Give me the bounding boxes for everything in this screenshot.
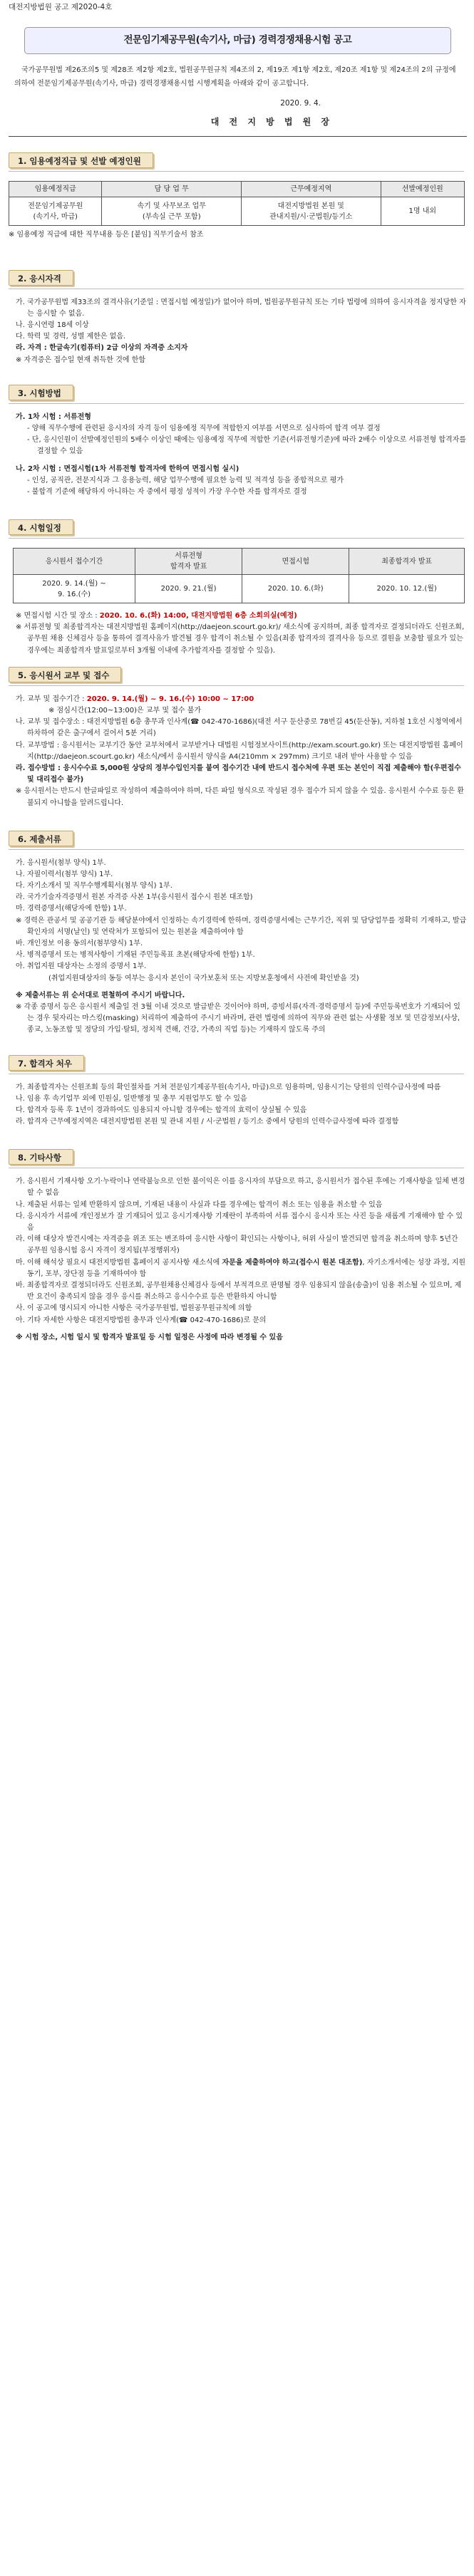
section-header-4 (9, 519, 467, 536)
section-header-5 (9, 667, 467, 684)
divider (9, 136, 467, 137)
note: ※ 각종 증명서 등은 응시원서 제출일 전 3월 이내 것으로 발급받은 것이어야 하며, 증빙서류(자격·경력증명서 등)에 주민등록번호가 기재되어 있는 경우 뒷자리는 마스킹(masking) 처리하여 제출하여 주시기 바라며, 관련 법령에 의하여 직무와 관련 없는 사생활 정보 및 민감정보(사상, 종교, 노동조합 및 정당의 가입·탈퇴, 정치적 견해, 건강, 가족의 직업 등)는 기재하지 않도록 주의 (16, 1002, 460, 1034)
clause: 나. 임용 후 속기업무 외에 민원실, 일반행정 및 총무 지원업무도 할 수 있음 (16, 1094, 247, 1103)
section-title: 4. 시험일정 (9, 519, 73, 535)
clause: 가. 국가공무원법 제33조의 결격사유(기준일 : 면접시험 예정일)가 없어야 하며, 법원공무원규칙 또는 기타 법령에 의하여 응시자격을 정지당한 자는 응시할 수 없음. (16, 298, 466, 318)
section-body-6 (9, 858, 467, 1037)
clause: 가. 교부 및 접수기간 : 2020. 9. 14.(월) ~ 9. 16.(수) 10:00 ~ 17:00 (16, 695, 254, 703)
clause: 다. 응시자가 서류에 개인정보가 잘 기재되어 있고 응시기재사항 기재란이 부족하여 서류 접수시 응시자 또는 사진 등을 새롭게 기재해야 할 수 있음 (16, 1212, 463, 1232)
table-cell: 2020. 10. 6.(화) (242, 575, 349, 603)
clause: 다. 학력 및 경력, 성별 제한은 없음. (16, 333, 126, 341)
clause: - 단, 응시인원이 선발예정인원의 5배수 이상인 때에는 임용예정 직무에 적합한 기준(서류전형기준)에 따라 2배수 이상으로 서류전형 합격자를 결정할 수 있음 (27, 436, 466, 456)
table-header: 최종합격자 발표 (349, 549, 465, 575)
clause: - 불합격 기준에 해당하지 아니하는 자 중에서 평정 성적이 가장 우수한 자를 합격자로 결정 (27, 487, 307, 496)
section-title: 1. 임용예정직급 및 선발 예정인원 (9, 152, 153, 168)
table-header: 담 당 업 무 (102, 182, 242, 197)
clause: 가. 최종합격자는 신원조회 등의 확인절차를 거쳐 전문임기제공무원(속기사, 마급)으로 임용하며, 임용시기는 당원의 인력수급사정에 따름 (16, 1083, 441, 1091)
clause: 다. 교부방법 : 응시원서는 교부기간 동안 교부처에서 교부받거나 대법원 시험정보사이트(http://exam.scourt.go.kr) 또는 대전지방법원 홈페이지(http://daejeon.scourt.go.kr) 새소식/에서 응시원서 양식을 A4(210mm × 297mm) 크기로 내려 받아 사용할 수 있음 (16, 741, 463, 761)
list-item: 라. 국가기술자격증명서 원본 자격증 사본 1부(응시원서 접수시 원본 대조함) (16, 893, 253, 902)
list-item: 마. 경력증명서(해당자에 한함) 1부. (16, 905, 127, 913)
note: ※ 자격증은 접수일 현재 취득한 것에 한함 (16, 355, 146, 364)
list-item: 바. 개인정보 이용 동의서(첨부양식) 1부. (16, 940, 143, 947)
page-title: 전문임기제공무원(속기사, 마급) 경력경쟁채용시험 공고 (24, 27, 451, 54)
application-period: 2020. 9. 14.(월) ~ 9. 16.(수) 10:00 ~ 17:00 (86, 695, 254, 703)
section-body-7 (9, 1082, 467, 1128)
position-table (9, 181, 465, 226)
section-body-3 (9, 412, 467, 498)
intro-paragraph: 국가공무원법 제26조의5 및 제28조 제2항 제2호, 법원공무원규칙 제4조의 2, 제19조 제1항 제2호, 제20조 제1항 및 제24조의 2의 규정에 의하여 전문임기제공무원(속기사, 마급) 경력경쟁채용시험 시행계획을 아래와 같이 공고합니다. (14, 66, 456, 88)
list-item: 아. 취업지원 대상자는 소정의 증명서 1부. (16, 962, 147, 971)
section-title: 8. 기타사항 (9, 1149, 73, 1165)
section-header-1 (9, 152, 467, 170)
notice-date: 2020. 9. 4. (280, 99, 321, 108)
table-header: 응시원서 접수기간 (14, 549, 135, 575)
section-header-8 (9, 1149, 467, 1166)
notice-number: 대전지방법원 공고 제2020-4호 (9, 3, 113, 11)
note: ※ 서류전형 및 최종합격자는 대전지방법원 홈페이지(http://daejeon.scourt.go.kr)/ 새소식에 공지하며, 최종 합격자로 결정되더라도 신원조회, 공무원 채용 신체검사 등을 통하여 결격사유가 발견될 경우 합격이 취소될 수 있음(최종 합격자의 결격사유 등으로 결원을 보충할 필요가 있는 경우에는 최종합격자 발표일로부터 3개월 이내에 추가합격자를 결정할 수 있음). (16, 623, 465, 655)
list-item: 가. 응시원서(첨부 양식) 1부. (16, 858, 106, 867)
note: (취업지원대상자의 동등 여부는 응시자 본인이 국가보훈처 또는 지방보훈청에서 사전에 확인받을 것) (48, 974, 359, 982)
clause: 라. 이해 대상자 발견시에는 자격증을 위조 또는 변조하여 응시한 사항이 확인되는 사항이나, 허위 사실이 발견되면 합격을 취소하며 향후 5년간 공무원 임용시험 응시 자격이 정지됨(부정행위자) (16, 1235, 458, 1255)
table-header: 서류전형 합격자 발표 (135, 549, 242, 575)
clause: 아. 기타 자세한 사항은 대전지방법원 총무과 인사계(☎ 042-470-1686)로 문의 (16, 1316, 267, 1324)
clause: 사. 이 공고에 명시되지 아니한 사항은 국가공무원법, 법원공무원규칙에 의함 (16, 1304, 252, 1313)
note: ※ 제출서류는 위 순서대로 편철하여 주시기 바랍니다. (16, 991, 185, 999)
table-cell: 전문임기제공무원 (속기사, 마급) (9, 197, 102, 226)
list-item: 사. 병적증명서 또는 병적사항이 기재된 주민등록표 초본(해당자에 한함) 1부. (16, 951, 255, 960)
issuer: 대 전 지 방 법 원 장 (210, 117, 333, 127)
clause: 나. 응시연령 18세 이상 (16, 321, 89, 329)
list-item: 다. 자기소개서 및 직무수행계획서(첨부 양식) 1부. (16, 882, 172, 890)
section-title: 6. 제출서류 (9, 831, 73, 846)
schedule-table (13, 548, 465, 603)
clause: 다. 합격자 등록 후 1년이 경과하여도 임용되지 아니할 경우에는 합격의 효력이 상실될 수 있음 (16, 1106, 307, 1114)
table-header: 임용예정직급 (9, 182, 102, 197)
section-title: 5. 응시원서 교부 및 접수 (9, 667, 121, 682)
section-header-7 (9, 1055, 467, 1072)
section-title: 7. 합격자 처우 (9, 1055, 84, 1071)
clause: 라. 합격자 근무예정지역은 대전지방법원 본원 및 관내 지원 / 시·군법원 / 등기소 중에서 당원의 인력수급사정에 따라 결정함 (16, 1118, 399, 1126)
clause: 나. 2차 시험 : 면접시험(1차 서류전형 합격자에 한하여 면접시험 실시) (16, 464, 239, 473)
list-item: 나. 자필이력서(첨부 양식) 1부. (16, 870, 113, 878)
table-cell: 2020. 9. 21.(월) (135, 575, 242, 603)
clause: - 양해 직무수행에 관련된 응시자의 자격 등이 임용예정 직무에 적합한지 여부를 서면으로 심사하여 합격 여부 결정 (27, 424, 381, 432)
clause: 라. 자격 : 한글속기(컴퓨터) 2급 이상의 자격증 소지자 (16, 344, 188, 353)
clause: 가. 응시원서 기재사항 오기·누락이나 연락불능으로 인한 불이익은 이를 응시자의 부담으로 하고, 응시원서가 접수된 후에는 기재사항을 일체 변경할 수 없음 (16, 1178, 465, 1198)
section-header-2 (9, 270, 467, 287)
interview-datetime: 2020. 10. 6.(화) 14:00, 대전지방법원 6층 소회의실(예정) (99, 612, 297, 620)
table-cell: 1명 내외 (381, 197, 464, 226)
section-header-6 (9, 831, 467, 848)
final-note: ※ 시험 장소, 시험 일시 및 합격자 발표일 등 시험 일정은 사정에 따라 변경될 수 있음 (16, 1333, 283, 1341)
table-header: 근무예정지역 (242, 182, 381, 197)
section-body-5 (9, 694, 467, 809)
clause: 가. 1차 시험 : 서류전형 (16, 412, 91, 421)
note: ※ 면접시험 시간 및 장소 : 2020. 10. 6.(화) 14:00, 대전지방법원 6층 소회의실(예정) (16, 612, 297, 620)
table-cell: 대전지방법원 본원 및 관내지원/시·군법원/등기소 (242, 197, 381, 226)
clause: 바. 최종합격자로 결정되더라도 신원조회, 공무원채용신체검사 등에서 부적격으로 판명될 경우 임용되지 않을(송출)이 임용 취소될 수 있으며, 제반 요건이 충족되지 않을 경우 응시를 취소하고 응시수수료 등은 반환하지 아니함 (16, 1281, 462, 1302)
table-header: 면접시험 (242, 549, 349, 575)
table-cell: 2020. 10. 12.(월) (349, 575, 465, 603)
clause: - 인성, 공직관, 전문지식과 그 응용능력, 해당 업무수행에 필요한 능력 및 적격성 등을 종합적으로 평가 (27, 476, 344, 484)
table-cell: 속기 및 사무보조 업무 (부속실 근무 포함) (102, 197, 242, 226)
table-cell: 2020. 9. 14.(월) ~ 9. 16.(수) (14, 575, 135, 603)
note: ※ 응시원서는 반드시 한글파일로 작성하여 제출하여야 하며, 다른 파일 형식으로 작성된 경우 접수가 되지 않을 수 있음. 응시원서 수수료 등은 환불되지 아니함을 알려드립니다. (16, 787, 464, 807)
clause: 나. 교부 및 접수장소 : 대전지방법원 6층 총무과 인사계(☎ 042-470-1686)(대전 서구 둔산중로 78번길 45(둔산동), 지하철 1호선 시청역에서 하차하여 같은 출구에서 걸어서 5분 거리) (16, 718, 463, 738)
note: ※ 임용예정 직급에 대한 직무내용 등은 [붙임] 직무기술서 참조 (9, 231, 204, 239)
clause: 라. 접수방법 : 응시수수료 5,000원 상당의 정부수입인지를 붙여 접수기간 내에 반드시 접수처에 우편 또는 본인이 직접 제출해야 함(우편접수 및 대리접수 불가) (16, 764, 461, 784)
clause: 나. 제출된 서류는 일체 반환하지 않으며, 기재된 내용이 사실과 다를 경우에는 합격이 취소 또는 임용을 취소할 수 있음 (16, 1200, 383, 1209)
note: ※ 점심시간(12:00~13:00)은 교부 및 접수 불가 (48, 707, 202, 715)
note: ※ 경력은 관공서 및 공공기관 등 해당분야에서 인정하는 속기경력에 한하며, 경력증명서에는 근무기간, 직위 및 담당업무를 정확히 기재하고, 발급확인자의 서명(날인) 및 연락처가 포함되어 있는 원본을 제출하여야 함 (16, 916, 467, 936)
section-title: 3. 시험방법 (9, 385, 73, 400)
clause: 마. 이해 해석상 필요시 대전지방법원 홈페이지 공지사항 새소식에 자문을 제출하여야 하고(접수시 원본 대조함), 자기소개서에는 성장 과정, 지원동기, 포부, 장단점 등을 기재하여야 함 (16, 1258, 466, 1278)
section-body-2 (9, 297, 467, 366)
section-body-8 (9, 1176, 467, 1344)
table-header: 선발예정인원 (381, 182, 464, 197)
section-body-4 (9, 611, 467, 657)
section-header-3 (9, 385, 467, 402)
section-title: 2. 응시자격 (9, 270, 73, 286)
